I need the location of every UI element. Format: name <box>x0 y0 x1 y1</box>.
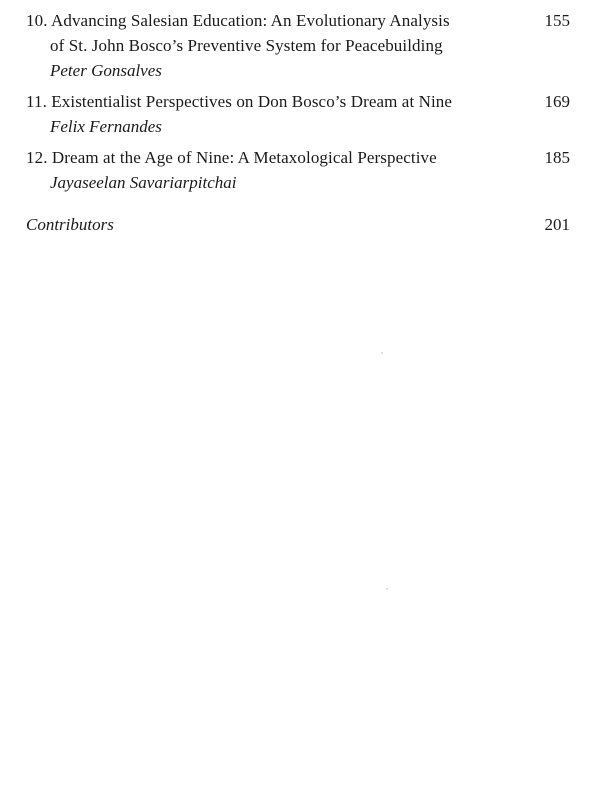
entry-page-number: 169 <box>544 92 570 111</box>
entry-number: 10. <box>26 11 48 30</box>
entry-title <box>26 89 570 114</box>
toc-entry-11 <box>26 89 570 139</box>
entry-title-line-1: Advancing Salesian Education: An Evolutionary Analysis <box>50 11 450 30</box>
entry-title <box>26 8 570 33</box>
entry-author: Jayaseelan Savariarpitchai <box>50 173 237 192</box>
scan-speck <box>381 352 383 354</box>
entry-title <box>26 145 570 170</box>
contributors-label: Contributors <box>26 215 114 234</box>
entry-author: Peter Gonsalves <box>50 61 162 80</box>
entry-title-line-1: Dream at the Age of Nine: A Metaxological Perspective <box>51 148 437 167</box>
entry-title-line-2: of St. John Bosco’s Preventive System for Peacebuilding <box>50 36 443 55</box>
entry-page-number: 201 <box>544 215 570 234</box>
scan-speck <box>386 588 388 590</box>
entry-page-number: 155 <box>544 11 570 30</box>
toc-entry-12 <box>26 145 570 195</box>
entry-number: 12. <box>26 148 48 167</box>
entry-page-number: 185 <box>544 148 570 167</box>
entry-author: Felix Fernandes <box>50 117 162 136</box>
entry-title-line-1: Existentialist Perspectives on Don Bosco’s Dream at Nine <box>51 92 453 111</box>
entry-number: 11. <box>26 92 47 111</box>
toc-entry-contributors <box>26 212 570 237</box>
toc-entry-10 <box>26 8 570 83</box>
